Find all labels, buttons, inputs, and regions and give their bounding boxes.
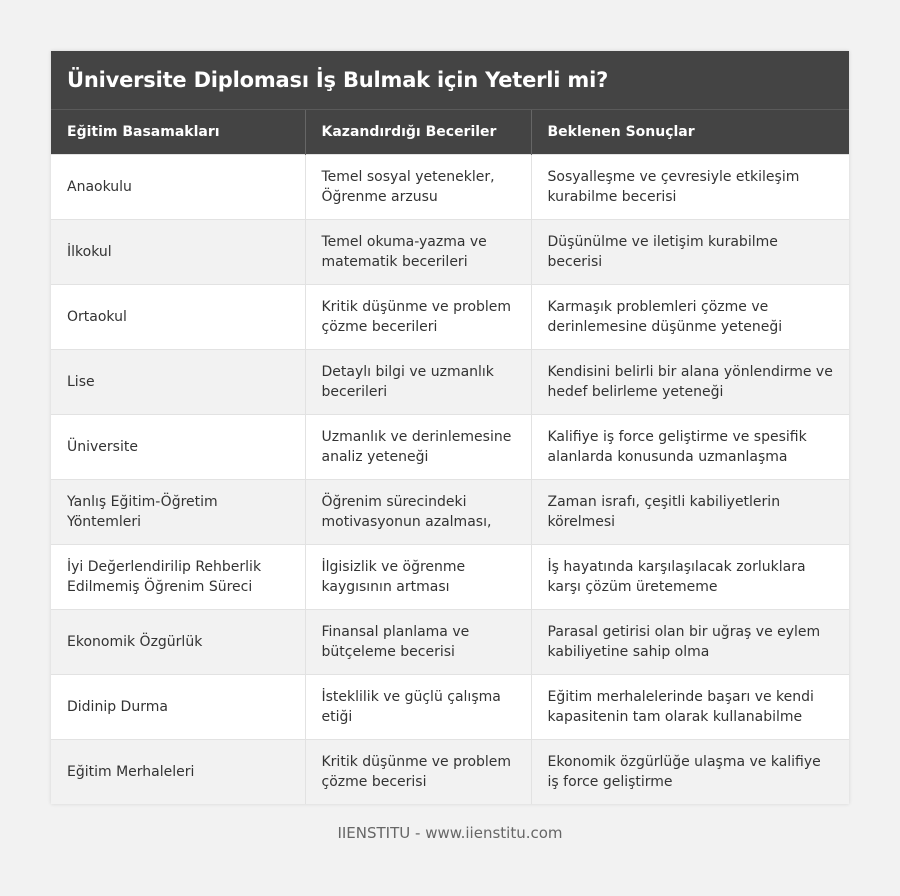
table-body	[51, 155, 849, 805]
footer-credit: IIENSTITU - www.iienstitu.com	[337, 824, 563, 842]
table-row	[51, 220, 849, 285]
cell-stage: Eğitim Merhaleleri	[51, 740, 305, 805]
cell-skills: Temel okuma-yazma ve matematik becerileri	[305, 220, 531, 285]
cell-skills: İlgisizlik ve öğrenme kaygısının artması	[305, 545, 531, 610]
table-title: Üniversite Diploması İş Bulmak için Yeterli mi?	[51, 51, 849, 109]
table-row	[51, 610, 849, 675]
cell-outcome: Karmaşık problemleri çözme ve derinlemesine düşünme yeteneği	[531, 285, 849, 350]
table-row	[51, 155, 849, 220]
cell-stage: Ortaokul	[51, 285, 305, 350]
column-header-stages: Eğitim Basamakları	[51, 110, 305, 155]
cell-stage: Ekonomik Özgürlük	[51, 610, 305, 675]
cell-skills: Detaylı bilgi ve uzmanlık becerileri	[305, 350, 531, 415]
cell-outcome: İş hayatında karşılaşılacak zorluklara karşı çözüm üretememe	[531, 545, 849, 610]
cell-skills: Kritik düşünme ve problem çözme becerileri	[305, 285, 531, 350]
cell-outcome: Parasal getirisi olan bir uğraş ve eylem kabiliyetine sahip olma	[531, 610, 849, 675]
cell-skills: Kritik düşünme ve problem çözme becerisi	[305, 740, 531, 805]
cell-outcome: Eğitim merhalelerinde başarı ve kendi kapasitenin tam olarak kullanabilme	[531, 675, 849, 740]
table-row	[51, 740, 849, 805]
cell-stage: Lise	[51, 350, 305, 415]
cell-outcome: Kalifiye iş force geliştirme ve spesifik alanlarda konusunda uzmanlaşma	[531, 415, 849, 480]
cell-outcome: Zaman israfı, çeşitli kabiliyetlerin körelmesi	[531, 480, 849, 545]
cell-stage: İyi Değerlendirilip Rehberlik Edilmemiş Öğrenim Süreci	[51, 545, 305, 610]
table-row	[51, 480, 849, 545]
table-row	[51, 285, 849, 350]
cell-stage: Yanlış Eğitim-Öğretim Yöntemleri	[51, 480, 305, 545]
cell-outcome: Düşünülme ve iletişim kurabilme becerisi	[531, 220, 849, 285]
cell-stage: İlkokul	[51, 220, 305, 285]
cell-stage: Üniversite	[51, 415, 305, 480]
table-row	[51, 675, 849, 740]
cell-stage: Didinip Durma	[51, 675, 305, 740]
cell-stage: Anaokulu	[51, 155, 305, 220]
cell-skills: Temel sosyal yetenekler, Öğrenme arzusu	[305, 155, 531, 220]
cell-outcome: Kendisini belirli bir alana yönlendirme ve hedef belirleme yeteneği	[531, 350, 849, 415]
table-header	[51, 110, 849, 155]
cell-outcome: Ekonomik özgürlüğe ulaşma ve kalifiye iş force geliştirme	[531, 740, 849, 805]
column-header-skills: Kazandırdığı Beceriler	[305, 110, 531, 155]
cell-skills: Finansal planlama ve bütçeleme becerisi	[305, 610, 531, 675]
cell-skills: İsteklilik ve güçlü çalışma etiği	[305, 675, 531, 740]
column-header-outcomes: Beklenen Sonuçlar	[531, 110, 849, 155]
data-table	[51, 109, 849, 804]
cell-skills: Uzmanlık ve derinlemesine analiz yeteneği	[305, 415, 531, 480]
table-row	[51, 350, 849, 415]
cell-skills: Öğrenim sürecindeki motivasyonun azalması,	[305, 480, 531, 545]
cell-outcome: Sosyalleşme ve çevresiyle etkileşim kurabilme becerisi	[531, 155, 849, 220]
table-row	[51, 545, 849, 610]
table-card	[51, 51, 849, 804]
table-row	[51, 415, 849, 480]
